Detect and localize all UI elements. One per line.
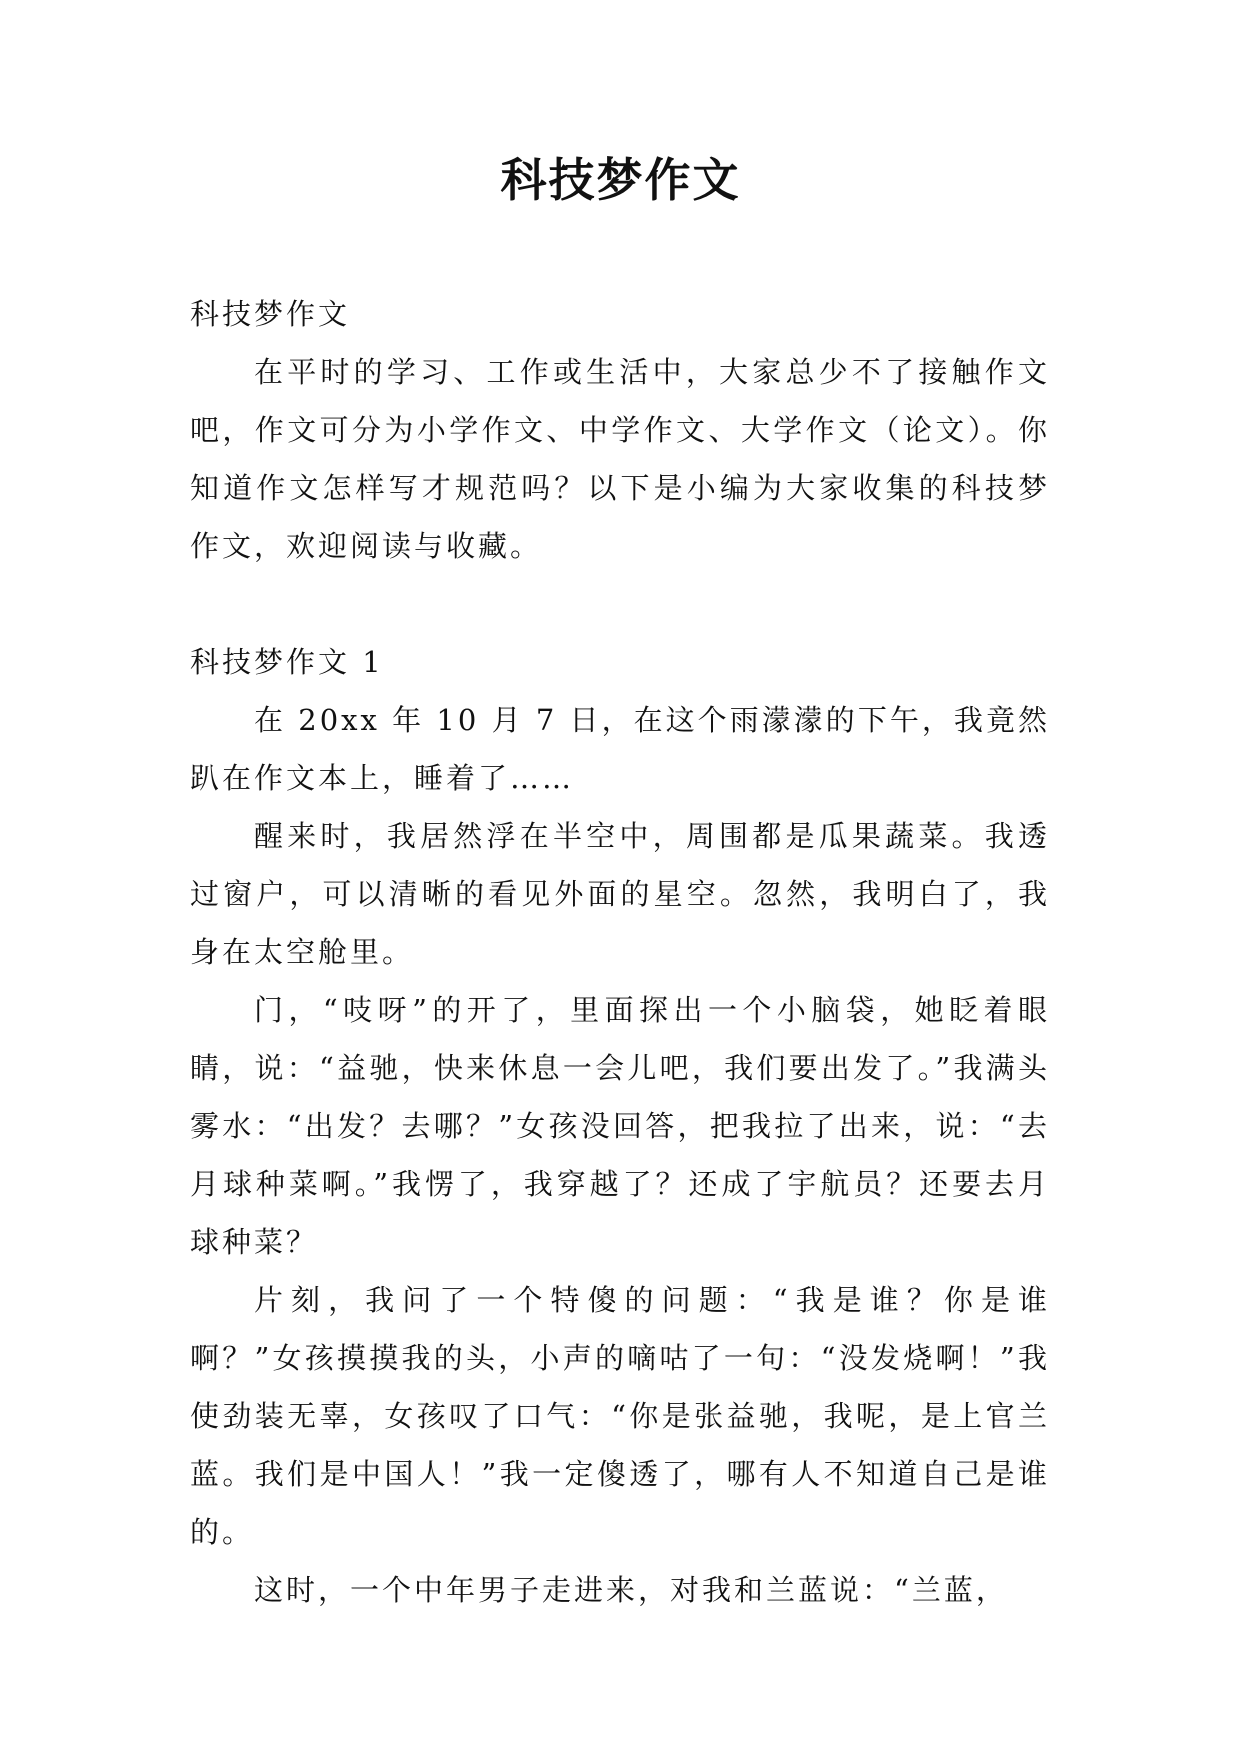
document-title: 科技梦作文	[500, 153, 741, 207]
intro-heading: 科技梦作文	[190, 297, 351, 331]
intro-paragraph: 在平时的学习、工作或生活中，大家总少不了接触作文吧，作文可分为小学作文、中学作文、大学作文（论文）。你知道作文怎样写才规范吗？以下是小编为大家收集的科技梦作文，欢迎阅读与收藏。	[190, 355, 1050, 563]
body-paragraph-2: 醒来时，我居然浮在半空中，周围都是瓜果蔬菜。我透过窗户，可以清晰的看见外面的星空。忽然，我明白了，我身在太空舱里。	[190, 819, 1050, 969]
body-paragraph-5: 这时，一个中年男子走进来，对我和兰蓝说：“兰蓝，	[254, 1573, 1008, 1607]
body-paragraph-1: 在 20xx 年 10 月 7 日，在这个雨濛濛的下午，我竟然趴在作文本上，睡着了……	[190, 703, 1050, 795]
section-spacer	[190, 575, 1050, 633]
document-body	[190, 285, 1050, 1619]
body-paragraph-3: 门，“吱呀”的开了，里面探出一个小脑袋，她眨着眼睛，说：“益驰，快来休息一会儿吧，我们要出发了。”我满头雾水：“出发？去哪？”女孩没回答，把我拉了出来，说：“去月球种菜啊。”我愣了，我穿越了？还成了宇航员？还要去月球种菜？	[190, 993, 1050, 1259]
body-paragraph-4: 片刻，我问了一个特傻的问题：“我是谁？你是谁啊？”女孩摸摸我的头，小声的嘀咕了一句：“没发烧啊！”我使劲装无辜，女孩叹了口气：“你是张益驰，我呢，是上官兰蓝。我们是中国人！”我一定傻透了，哪有人不知道自己是谁的。	[190, 1283, 1050, 1549]
section-heading: 科技梦作文 1	[190, 645, 384, 679]
